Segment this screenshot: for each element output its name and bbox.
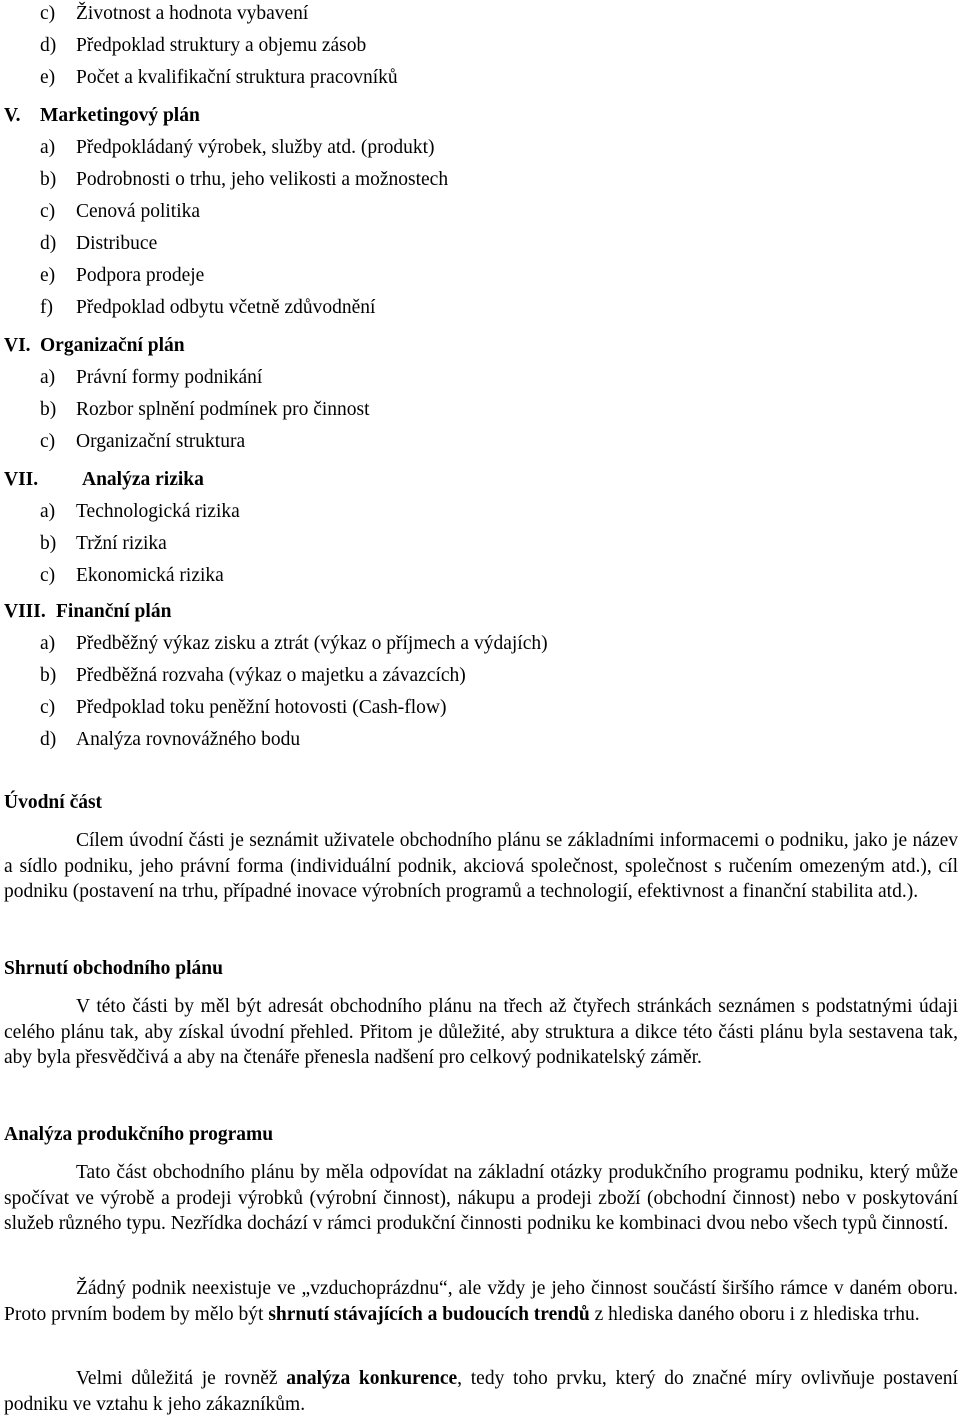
list-item: a) Právní formy podnikání [40, 367, 263, 388]
list-item: d) Analýza rovnovážného bodu [40, 729, 301, 750]
list-item: c) Životnost a hodnota vybavení [40, 3, 309, 24]
list-item: c) Cenová politika [40, 201, 201, 222]
list-item: b) Podrobnosti o trhu, jeho velikosti a možnostech [40, 169, 449, 190]
list-item: a) Předpokládaný výrobek, služby atd. (produkt) [40, 137, 435, 158]
list-item: f) Předpoklad odbytu včetně zdůvodnění [40, 297, 376, 318]
section-heading-vi: VI. Organizační plán [4, 335, 185, 356]
paragraph-uvod: Cílem úvodní části je seznámit uživatele obchodního plánu se základními informacemi o podniku, jako je název a sídlo podniku, jeho právní forma (individuální podnik, akciová společnost, společnost s ručením omezeným atd.), cíl podniku (postavení na trhu, případné inovace výrobních programů a technologií, efektivnost a finanční stabilita atd.). [4, 830, 958, 902]
paragraph-shrnuti: V této části by měl být adresát obchodního plánu na třech až čtyřech stránkách seznámen s podstatnými údaji celého plánu tak, aby získal úvodní přehled. Přitom je důležité, aby struktura a dikce této části plánu byla sestavena tak, aby byla přesvědčivá a aby na čtenáře přenesla nadšení pro celkový podnikatelský záměr. [4, 996, 958, 1068]
list-item: e) Podpora prodeje [40, 265, 205, 286]
section-heading-viii: VIII. Finanční plán [4, 601, 172, 622]
section-heading-vii: VII. Analýza rizika [4, 469, 204, 490]
list-item: c) Organizační struktura [40, 431, 246, 452]
list-item: a) Předběžný výkaz zisku a ztrát (výkaz o příjmech a výdajích) [40, 633, 548, 654]
list-item: b) Tržní rizika [40, 533, 167, 554]
paragraph-analyza-1: Tato část obchodního plánu by měla odpovídat na základní otázky produkčního programu podniku, který může spočívat ve výrobě a prodeji výrobků (výrobní činnost), nákupu a prodeji zboží (obchodní činnost) nebo v poskytování služeb různého typu. Nezřídka dochází v rámci produkční činnosti podniku ke kombinaci dvou nebo všech typů činností. [4, 1162, 958, 1234]
list-item: c) Ekonomická rizika [40, 565, 224, 586]
list-item: b) Předběžná rozvaha (výkaz o majetku a závazcích) [40, 665, 466, 686]
section-heading-v: V. Marketingový plán [4, 105, 200, 126]
list-item: c) Předpoklad toku peněžní hotovosti (Cash-flow) [40, 697, 447, 718]
list-item: d) Distribuce [40, 233, 158, 254]
list-item: a) Technologická rizika [40, 501, 240, 522]
list-item: e) Počet a kvalifikační struktura pracovníků [40, 67, 398, 88]
paragraph-analyza-3: Velmi důležitá je rovněž analýza konkurence, tedy toho prvku, který do značné míry ovlivňuje postavení podniku ve vztahu k jeho zákazníkům. [4, 1368, 958, 1415]
heading-analyza: Analýza produkčního programu [4, 1124, 274, 1145]
paragraph-analyza-2: Žádný podnik neexistuje ve „vzduchoprázdnu“, ale vždy je jeho činnost součástí širšího rámce v daném oboru. Proto prvním bodem by mělo být shrnutí stávajících a budoucích trendů z hlediska daného oboru i z hlediska trhu. [4, 1278, 958, 1325]
heading-uvodni-cast: Úvodní část [4, 792, 103, 813]
list-item: b) Rozbor splnění podmínek pro činnost [40, 399, 370, 420]
list-item: d) Předpoklad struktury a objemu zásob [40, 35, 367, 56]
heading-shrnuti: Shrnutí obchodního plánu [4, 958, 223, 979]
